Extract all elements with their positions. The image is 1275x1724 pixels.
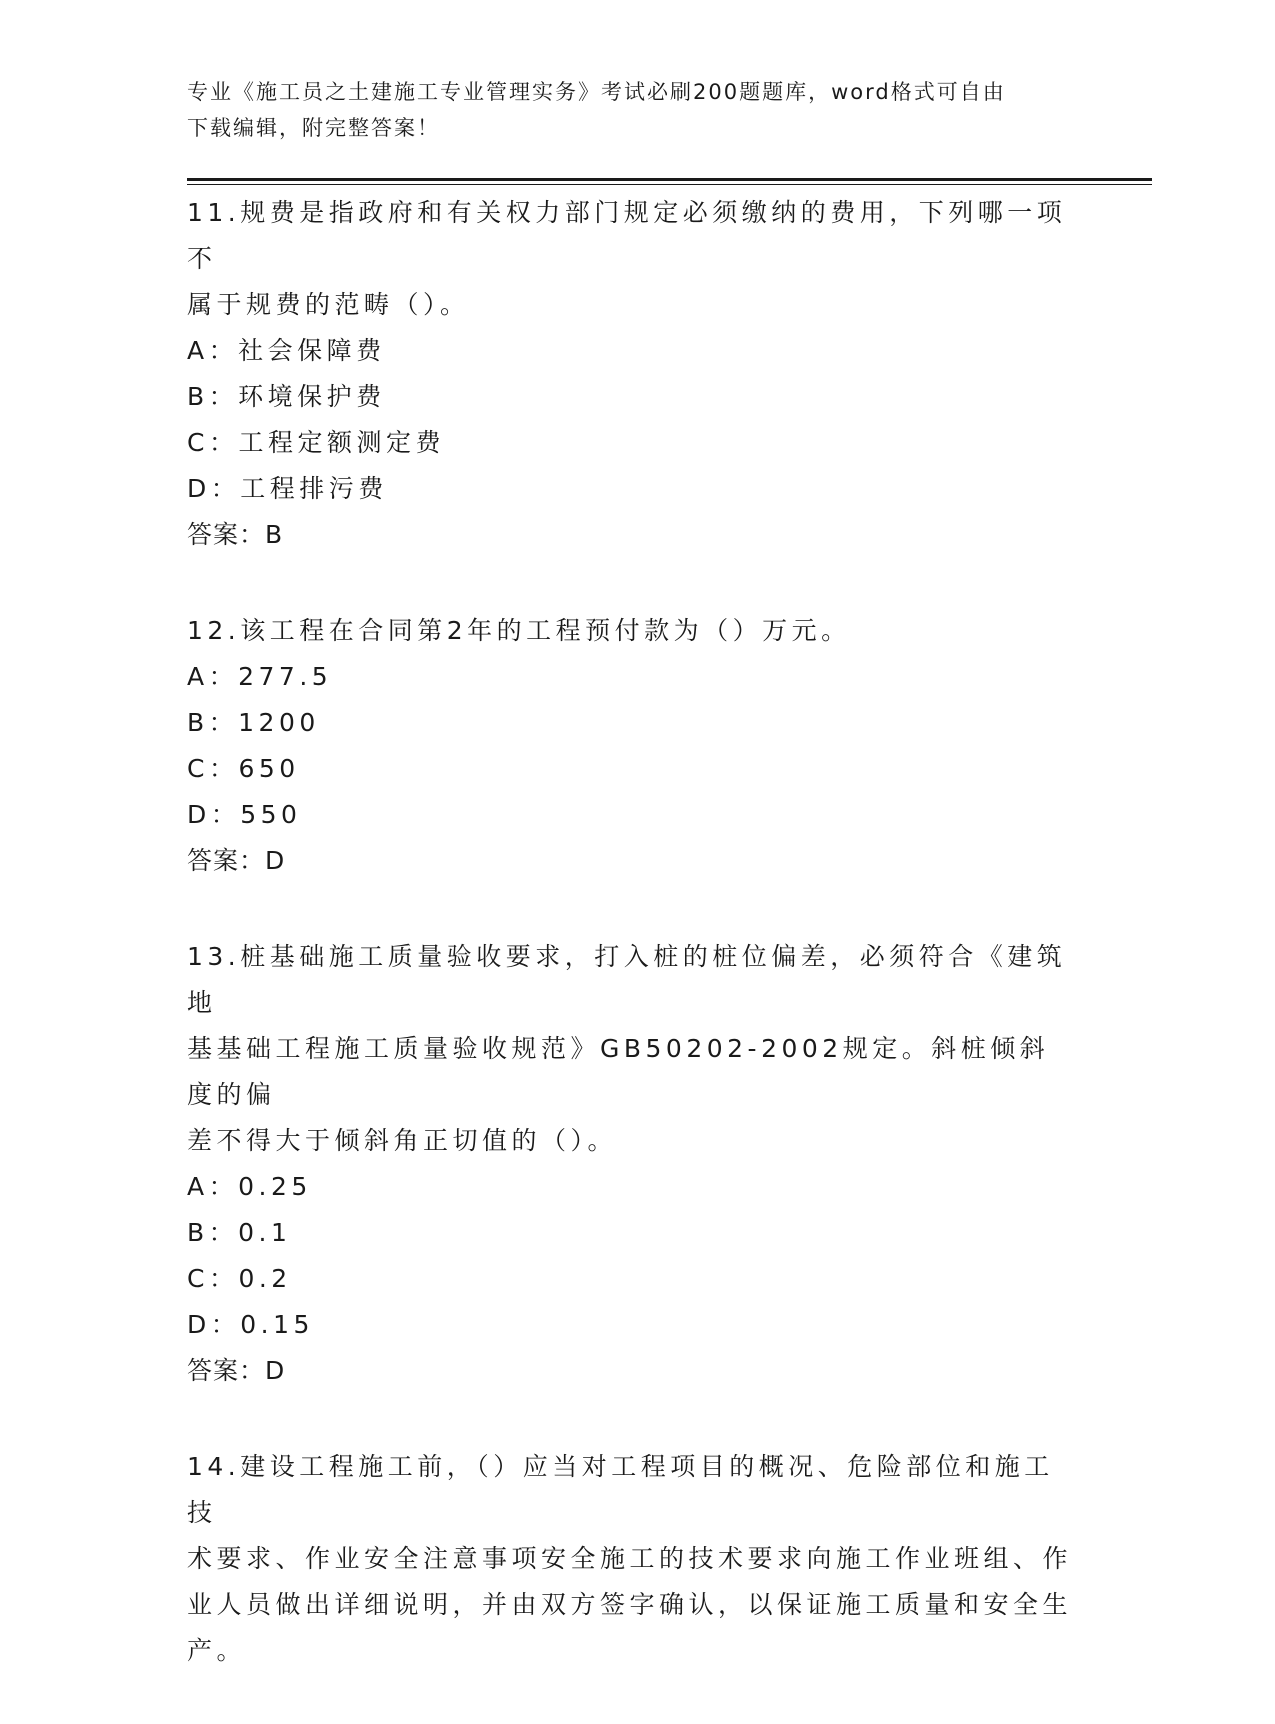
header-line-1: 专业《施工员之土建施工专业管理实务》考试必刷200题题库，word格式可自由 (187, 80, 1006, 104)
option-b: B：0.1 (187, 1218, 292, 1247)
option-d: D：工程排污费 (187, 474, 388, 503)
header-divider-thin (187, 184, 1152, 185)
question-stem-line: 业人员做出详细说明，并由双方签字确认，以保证施工质量和安全生 (187, 1590, 1073, 1619)
question-stem-line: 12.该工程在合同第2年的工程预付款为（）万元。 (187, 616, 851, 645)
question-13 (187, 934, 1077, 1394)
question-stem-line: 13.桩基础施工质量验收要求，打入桩的桩位偏差，必须符合《建筑地 (187, 942, 1067, 1017)
question-stem-line: 差不得大于倾斜角正切值的（）。 (187, 1126, 618, 1155)
option-c: C：0.2 (187, 1264, 292, 1293)
option-c: C：工程定额测定费 (187, 428, 445, 457)
option-b: B：环境保护费 (187, 382, 386, 411)
question-stem-line: 14.建设工程施工前，（）应当对工程项目的概况、危险部位和施工技 (187, 1452, 1054, 1527)
option-a: A：277.5 (187, 662, 333, 691)
answer-line: 答案：D (187, 1356, 286, 1385)
question-11 (187, 190, 1077, 558)
question-stem-line: 产。 (187, 1636, 247, 1665)
header-divider-thick (187, 178, 1152, 181)
option-d: D：0.15 (187, 1310, 314, 1339)
answer-line: 答案：D (187, 846, 286, 875)
question-stem-line: 基基础工程施工质量验收规范》GB50202-2002规定。斜桩倾斜度的偏 (187, 1034, 1050, 1109)
question-stem-line: 术要求、作业安全注意事项安全施工的技术要求向施工作业班组、作 (187, 1544, 1073, 1573)
question-stem-line: 11.规费是指政府和有关权力部门规定必须缴纳的费用，下列哪一项不 (187, 198, 1067, 273)
option-c: C：650 (187, 754, 300, 783)
option-a: A：0.25 (187, 1172, 312, 1201)
question-12 (187, 608, 1077, 884)
option-a: A：社会保障费 (187, 336, 386, 365)
question-stem-line: 属于规费的范畴（）。 (187, 290, 470, 319)
answer-line: 答案：B (187, 520, 284, 549)
question-list (187, 190, 1077, 1724)
question-14 (187, 1444, 1077, 1674)
header-line-2: 下载编辑，附完整答案！ (187, 116, 440, 140)
option-b: B：1200 (187, 708, 320, 737)
document-header (187, 74, 1087, 146)
option-d: D：550 (187, 800, 302, 829)
